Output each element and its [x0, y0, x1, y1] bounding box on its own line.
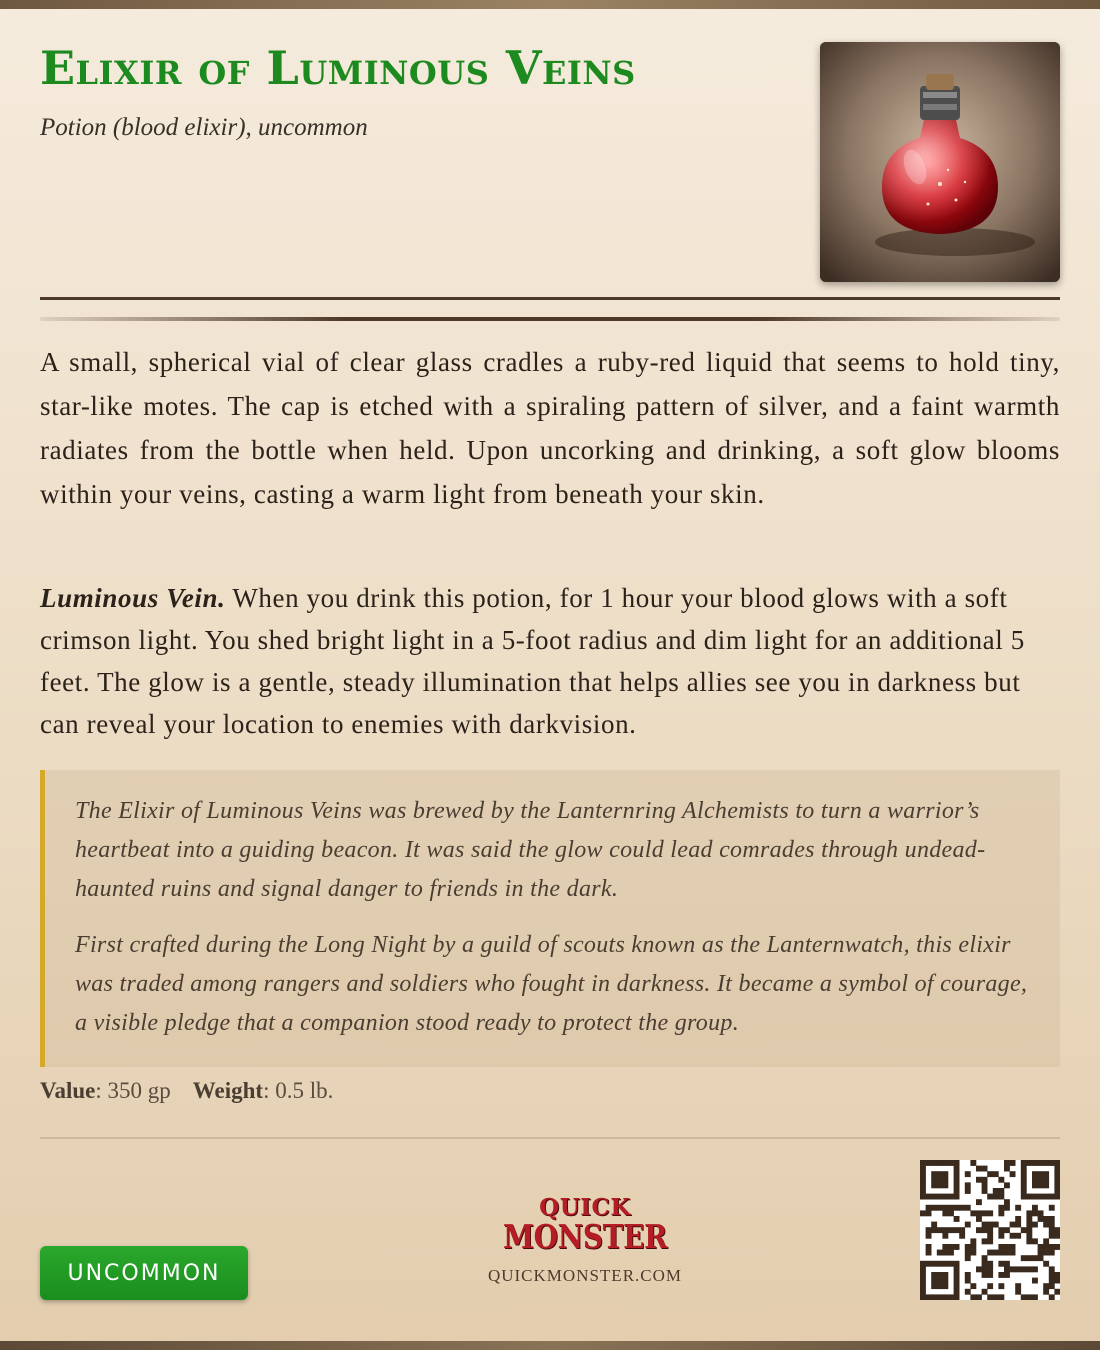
value-amount: 350 gp [107, 1078, 171, 1103]
qr-code-graphic [920, 1160, 1060, 1300]
value-label: Value [40, 1078, 96, 1103]
item-feature [40, 577, 1060, 745]
qr-code[interactable] [920, 1160, 1060, 1300]
rarity-badge: UNCOMMON [40, 1246, 248, 1300]
lore-box [40, 770, 1060, 1067]
bottom-border [0, 1341, 1100, 1350]
header-divider [40, 297, 1060, 300]
item-description: A small, spherical vial of clear glass cradles a ruby-red liquid that seems to hold tiny, star-like motes. The cap is etched with a spiraling pattern of silver, and a faint warmth radiates from the bottle when held. Upon uncorking and drinking, a soft glow blooms within your veins, casting a warm light from beneath your skin. [40, 347, 1060, 509]
brand-logo[interactable] [470, 1196, 700, 1306]
feature-text: When you drink this potion, for 1 hour your blood glows with a soft crimson light. You shed bright light in a 5-foot radius and dim light for an additional 5 feet. The glow is a gentle, steady illumination that helps allies see you in darkness but can reveal your location to enemies with darkvision. [40, 583, 1025, 739]
brand-domain[interactable]: QUICKMONSTER.COM [487, 1266, 683, 1285]
lore-paragraph: The Elixir of Luminous Veins was brewed by the Lanternring Alchemists to turn a warrior’s heartbeat into a guiding beacon. It was said the glow could lead comrades through undead-haunted ruins and signal danger to friends in the dark. [75, 798, 986, 902]
top-border [0, 0, 1100, 9]
item-stats: Value: 350 gp Weight: 0.5 lb. [40, 1078, 334, 1103]
footer-divider [40, 1137, 1060, 1139]
item-subtitle: Potion (blood elixir), uncommon [40, 114, 368, 141]
feature-name: Luminous Vein. [40, 583, 226, 613]
lore-paragraph: First crafted during the Long Night by a guild of scouts known as the Lanternwatch, this elixir was traded among rangers and soldiers who fought in darkness. It became a symbol of courage, a visible pledge that a companion stood ready to protect the group. [75, 932, 1028, 1036]
header-divider-ornament [40, 317, 1060, 321]
weight-amount: 0.5 lb. [275, 1078, 334, 1103]
logo-line2: MONSTER [503, 1217, 667, 1256]
logo-line1: QUICK [539, 1194, 631, 1221]
red-potion-flask-icon [820, 42, 1060, 282]
item-title: Elixir of Luminous Veins [40, 41, 636, 95]
weight-label: Weight [192, 1078, 264, 1103]
